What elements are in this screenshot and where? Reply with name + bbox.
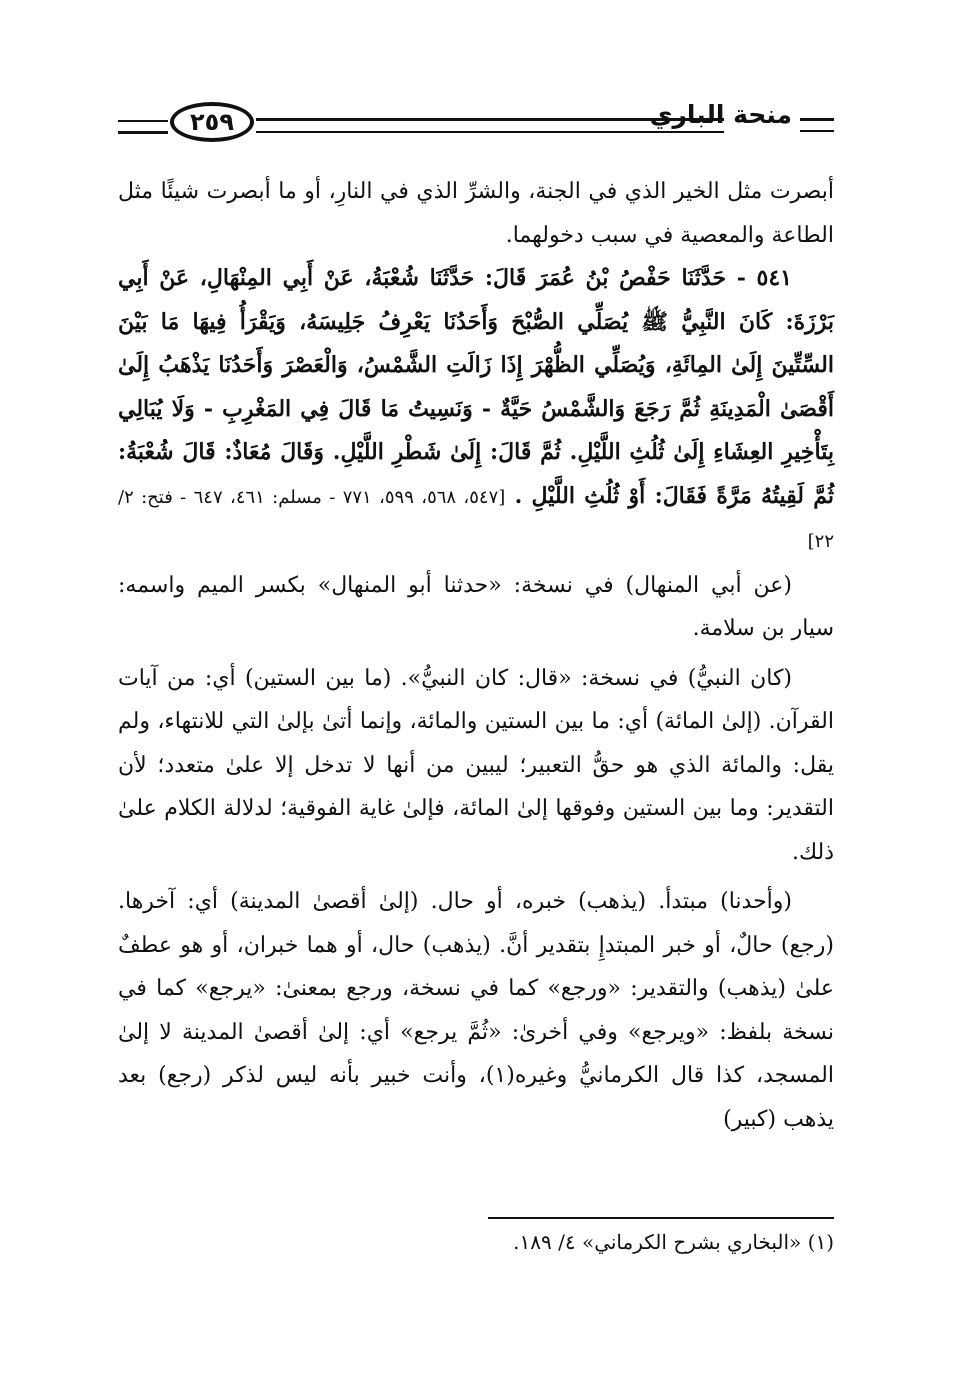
- main-text: [118, 170, 834, 1141]
- commentary-paragraph: (كان النبيُّ) في نسخة: «قال: كان النبيُّ». (ما بين الستين) أي: من آيات القرآن. (إلىٰ المائة) أي: ما بين الستين والمائة، وإنما أتىٰ بإلىٰ التي للانتهاء، ولم يقل: والمائة الذي هو حقُّ التعبير؛ ليبين من أنها لا تدخل إلا علىٰ متعدد؛ لأن التقدير: وما بين الستين وفوقها إلىٰ المائة، فإلىٰ غاية الفوقية؛ لدلالة الكلام علىٰ ذلك.: [118, 665, 834, 865]
- footnote: (١) «البخاري بشرح الكرماني» ٤/ ١٨٩.: [513, 1230, 834, 1254]
- hadith-541: [118, 257, 834, 564]
- page-number-badge: [170, 102, 254, 142]
- commentary-paragraph: (عن أبي المنهال) في نسخة: «حدثنا أبو المنهال» بكسر الميم واسمه: سيار بن سلامة.: [118, 572, 834, 641]
- commentary-paragraph: (وأحدنا) مبتدأ. (يذهب) خبره، أو حال. (إلىٰ أقصىٰ المدينة) أي: آخرها. (رجع) حالٌ، أو خبر المبتدإِ بتقدير أنَّ. (يذهب) حال، أو هما خبران، أو هو عطفٌ علىٰ (يذهب) والتقدير: «ورجع» كما في نسخة، ورجع بمعنىٰ: «يرجع» كما في نسخة بلفظ: «ويرجع» وفي أخرىٰ: «ثُمَّ يرجع» أي: إلىٰ أقصىٰ المدينة لا إلىٰ المسجد، كذا قال الكرمانيُّ وغيره(١)، وأنت خبير بأنه ليس لذكر (رجع) بعد يذهب (كبير): [118, 889, 834, 1132]
- footnote-separator: [488, 1217, 834, 1219]
- header-rule-right: [800, 118, 834, 132]
- page-header: [118, 100, 834, 146]
- hadith-reference: [٥٤٧، ٥٦٨، ٥٩٩، ٧٧١ - مسلم: ٤٦١، ٦٤٧ - فتح: ٢/ ٢٢]: [118, 486, 834, 552]
- book-title: منحة الباري: [649, 100, 792, 129]
- header-rule-left: [118, 120, 168, 134]
- page-number: ٢٥٩: [190, 108, 234, 136]
- paragraph-continuation: أبصرت مثل الخير الذي في الجنة، والشرِّ الذي في النارِ، أو ما أبصرت شيئًا مثل الطاعة والمعصية في سبب دخولهما.: [118, 179, 834, 248]
- hadith-text: ٥٤١ - حَدَّثَنَا حَفْصُ بْنُ عُمَرَ قَالَ: حَدَّثَنَا شُعْبَةُ، عَنْ أَبِي المِنْهَالِ، عَنْ أَبِي بَرْزَةَ: كَانَ النَّبِيُّ ﷺ يُصَلِّي الصُّبْحَ وَأَحَدُنَا يَعْرِفُ جَلِيسَهُ، وَيَقْرَأُ فِيهَا مَا بَيْنَ السِّتِّينَ إِلَىٰ المِائَةِ، وَيُصَلِّي الظُّهْرَ إِذَا زَالَتِ الشَّمْسُ، وَالْعَصْرَ وَأَحَدُنَا يَذْهَبُ إِلَىٰ أَقْصَىٰ الْمَدِينَةِ ثُمَّ رَجَعَ وَالشَّمْسُ حَيَّةٌ - وَنَسِيتُ مَا قَالَ فِي المَغْرِبِ - وَلَا يُبَالِي بِتَأْخِيرِ العِشَاءِ إِلَىٰ ثُلُثِ اللَّيْلِ. ثُمَّ قَالَ: إِلَىٰ شَطْرِ اللَّيْلِ. وَقَالَ مُعَاذٌ: قَالَ شُعْبَةُ: ثُمَّ لَقِيتُهُ مَرَّةً فَقَالَ: أَوْ ثُلُثِ اللَّيْلِ .: [118, 265, 835, 509]
